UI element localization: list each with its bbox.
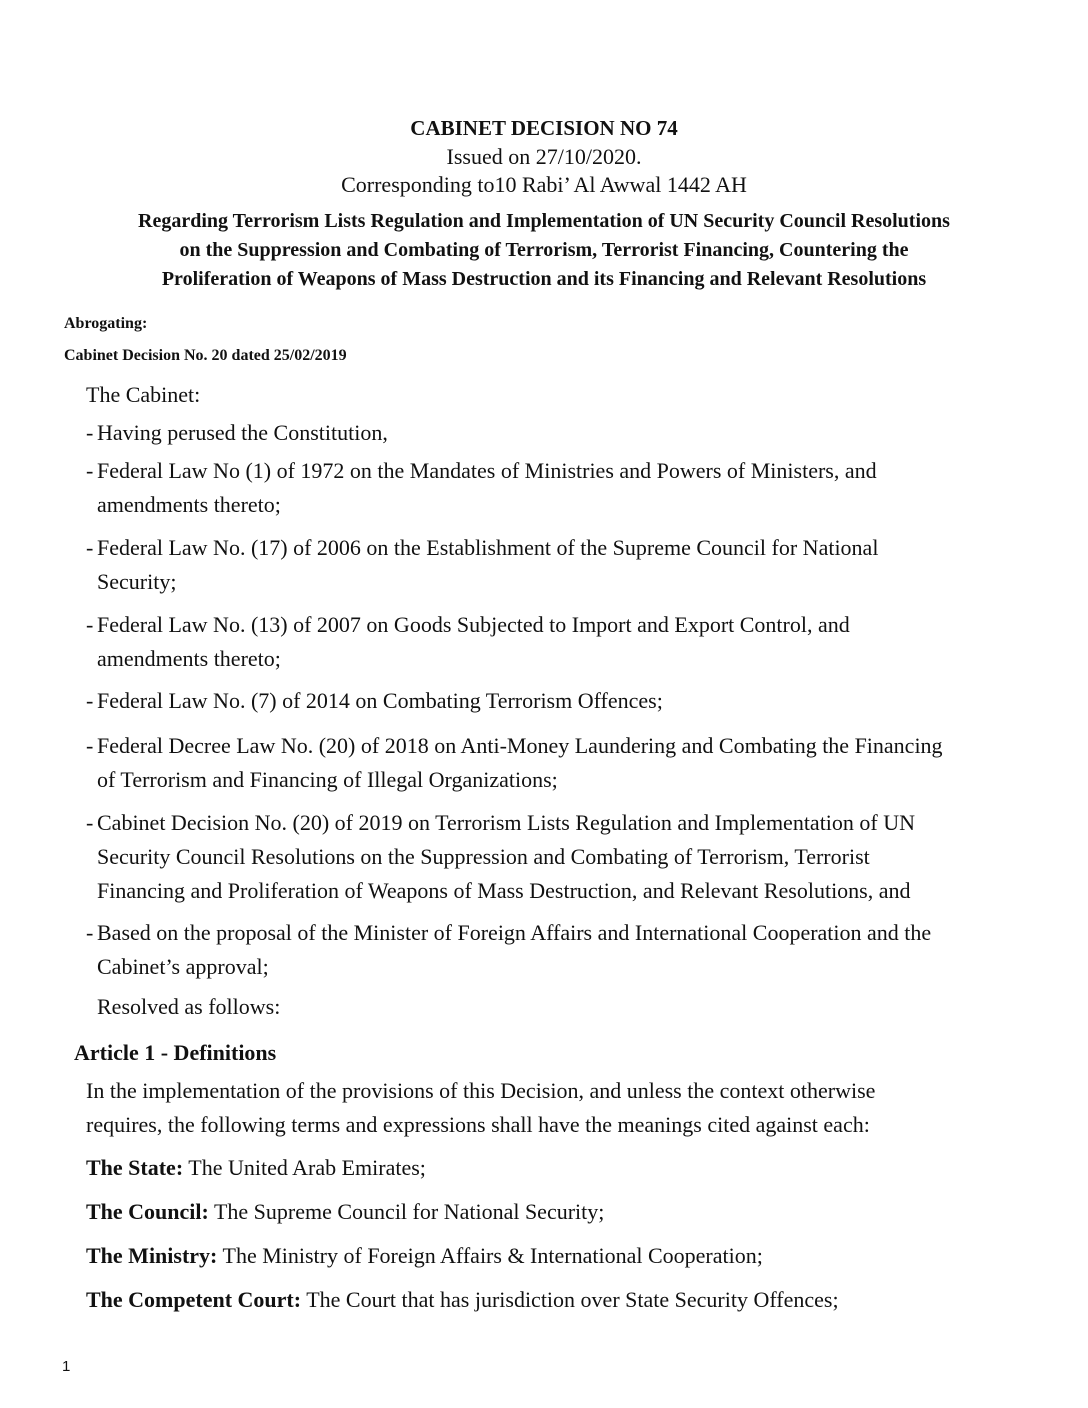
preamble-item xyxy=(86,608,1046,676)
definition-item xyxy=(86,1239,763,1273)
bullet-dash: - xyxy=(86,612,94,637)
definition-item xyxy=(86,1151,426,1185)
bullet-dash: - xyxy=(86,688,94,713)
definition-term: The Council: xyxy=(86,1199,209,1224)
preamble-item xyxy=(86,454,1046,522)
article-intro: In the implementation of the provisions of this Decision, and unless the context otherwise requires, the following terms and expressions shall have the meanings cited against each: xyxy=(86,1078,876,1137)
preamble-item-text: Federal Law No (1) of 1972 on the Mandates of Ministries and Powers of Ministers, and amendments thereto; xyxy=(97,458,877,517)
preamble-item-text: Having perused the Constitution, xyxy=(97,420,388,445)
resolved-statement: Resolved as follows: xyxy=(97,994,281,1019)
preamble-item xyxy=(86,531,1046,599)
subject-line-1: Regarding Terrorism Lists Regulation and Implementation of UN Security Council Resolutions xyxy=(138,210,950,232)
preamble-item xyxy=(86,684,1046,718)
preamble-item xyxy=(86,416,1046,450)
definition-item xyxy=(86,1195,604,1229)
definition-meaning: The Ministry of Foreign Affairs & International Cooperation; xyxy=(222,1243,763,1268)
bullet-dash: - xyxy=(86,535,94,560)
preamble-item xyxy=(86,916,1046,984)
preamble-item-text: Federal Law No. (17) of 2006 on the Establishment of the Supreme Council for National Security; xyxy=(97,535,879,594)
definition-meaning: The Supreme Council for National Security; xyxy=(213,1199,605,1224)
definition-meaning: The United Arab Emirates; xyxy=(188,1155,426,1180)
bullet-dash: - xyxy=(86,420,94,445)
article-heading: Article 1 - Definitions xyxy=(74,1040,277,1065)
preamble-item-text: Federal Law No. (7) of 2014 on Combating Terrorism Offences; xyxy=(97,688,663,713)
definition-term: The State: xyxy=(86,1155,184,1180)
preamble-item-text: Federal Law No. (13) of 2007 on Goods Subjected to Import and Export Control, and amendments thereto; xyxy=(97,612,850,671)
issue-date: Issued on 27/10/2020. xyxy=(446,144,642,169)
abrogated-decision: Cabinet Decision No. 20 dated 25/02/2019 xyxy=(64,347,347,364)
bullet-dash: - xyxy=(86,458,94,483)
hijri-date: Corresponding to10 Rabi’ Al Awwal 1442 AH xyxy=(341,172,747,197)
preamble-intro: The Cabinet: xyxy=(86,382,201,407)
definition-meaning: The Court that has jurisdiction over State Security Offences; xyxy=(306,1287,839,1312)
abrogating-label: Abrogating: xyxy=(64,315,148,332)
definition-item xyxy=(86,1283,839,1317)
subject-line-2: on the Suppression and Combating of Terrorism, Terrorist Financing, Countering the xyxy=(179,239,909,261)
bullet-dash: - xyxy=(86,733,94,758)
decision-subject xyxy=(30,207,1058,294)
bullet-dash: - xyxy=(86,920,94,945)
definition-term: The Ministry: xyxy=(86,1243,218,1268)
document-title: CABINET DECISION NO 74 xyxy=(410,116,678,140)
preamble-item xyxy=(86,806,1046,908)
subject-line-3: Proliferation of Weapons of Mass Destruction and its Financing and Relevant Resolutions xyxy=(161,268,927,290)
preamble-item-text: Federal Decree Law No. (20) of 2018 on Anti-Money Laundering and Combating the Financing of Terrorism and Financing of Illegal Organizations; xyxy=(97,733,943,792)
page-number: 1 xyxy=(62,1358,71,1375)
bullet-dash: - xyxy=(86,810,94,835)
preamble-item-text: Cabinet Decision No. (20) of 2019 on Terrorism Lists Regulation and Implementation of UN Security Council Resolutions on the Suppression and Combating of Terrorism, Terrorist Financing and Proliferation of Weapons of Mass Destruction, and Relevant Resolutions, and xyxy=(97,810,916,903)
definition-term: The Competent Court: xyxy=(86,1287,302,1312)
preamble-item-text: Based on the proposal of the Minister of Foreign Affairs and International Cooperation and the Cabinet’s approval; xyxy=(97,920,932,979)
preamble-item xyxy=(86,729,1046,797)
